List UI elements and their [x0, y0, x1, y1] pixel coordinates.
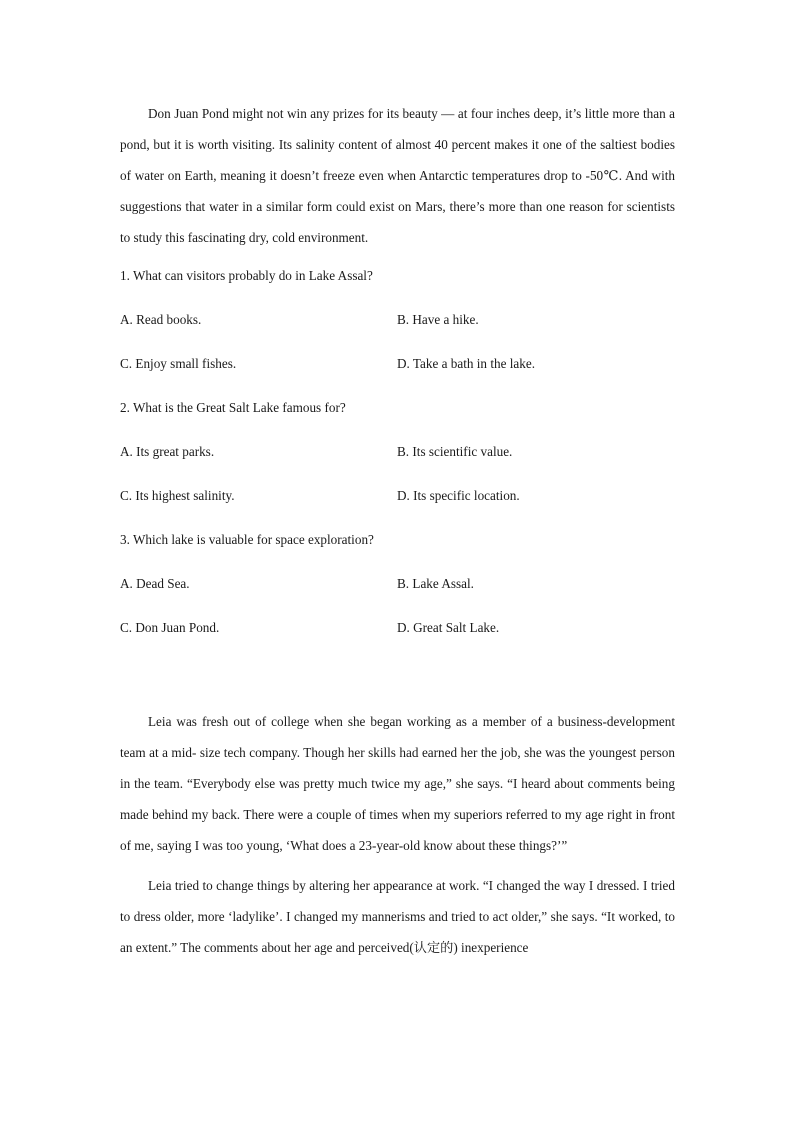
question-3-option-d: D. Great Salt Lake. [397, 620, 500, 635]
question-3 [120, 529, 675, 639]
question-2-options-row-1 [120, 441, 675, 463]
passage1-paragraph: Don Juan Pond might not win any prizes for its beauty — at four inches deep, it’s little more than a pond, but it is worth visiting. Its salinity content of almost 40 percent makes it one of the saltiest bodies of water on Earth, meaning it doesn’t freeze even when Antarctic temperatures drop to -50℃. And with suggestions that water in a similar form could exist on Mars, there’s more than one reason for scientists to study this fascinating dry, cold environment. [120, 106, 675, 245]
question-2-options-row-2 [120, 485, 675, 507]
passage2 [120, 706, 675, 963]
question-1-options-row-1 [120, 309, 675, 331]
question-2-option-c: C. Its highest salinity. [120, 488, 235, 503]
question-1 [120, 265, 675, 375]
question-2-stem: 2. What is the Great Salt Lake famous for? [120, 400, 346, 415]
question-3-options-row-2 [120, 617, 675, 639]
passage2-paragraph-2: Leia tried to change things by altering her appearance at work. “I changed the way I dressed. I tried to dress older, more ‘ladylike’. I changed my mannerisms and tried to act older,” she says. “It worked, to an extent.” The comments about her age and perceived(认定的) inexperience [120, 878, 675, 955]
document-page [120, 98, 675, 963]
question-3-option-c: C. Don Juan Pond. [120, 620, 220, 635]
question-3-options-row-1 [120, 573, 675, 595]
question-3-stem: 3. Which lake is valuable for space exploration? [120, 532, 374, 547]
question-1-options-row-2 [120, 353, 675, 375]
question-2-option-d: D. Its specific location. [397, 488, 520, 503]
question-1-option-a: A. Read books. [120, 312, 202, 327]
question-1-option-d: D. Take a bath in the lake. [397, 356, 535, 371]
question-1-option-b: B. Have a hike. [397, 312, 479, 327]
question-2-option-b: B. Its scientific value. [397, 444, 513, 459]
question-1-stem: 1. What can visitors probably do in Lake Assal? [120, 268, 373, 283]
question-1-option-c: C. Enjoy small fishes. [120, 356, 237, 371]
question-3-option-a: A. Dead Sea. [120, 576, 190, 591]
question-2-option-a: A. Its great parks. [120, 444, 215, 459]
passage2-paragraph-1: Leia was fresh out of college when she began working as a member of a business-development team at a mid- size tech company. Though her skills had earned her the job, she was the youngest person in the team. “Everybody else was pretty much twice my age,” she says. “I heard about comments being made behind my back. There were a couple of times when my superiors referred to my age right in front of me, saying I was too young, ‘What does a 23-year-old know about these things?’” [120, 714, 675, 853]
question-2 [120, 397, 675, 507]
question-3-option-b: B. Lake Assal. [397, 576, 474, 591]
